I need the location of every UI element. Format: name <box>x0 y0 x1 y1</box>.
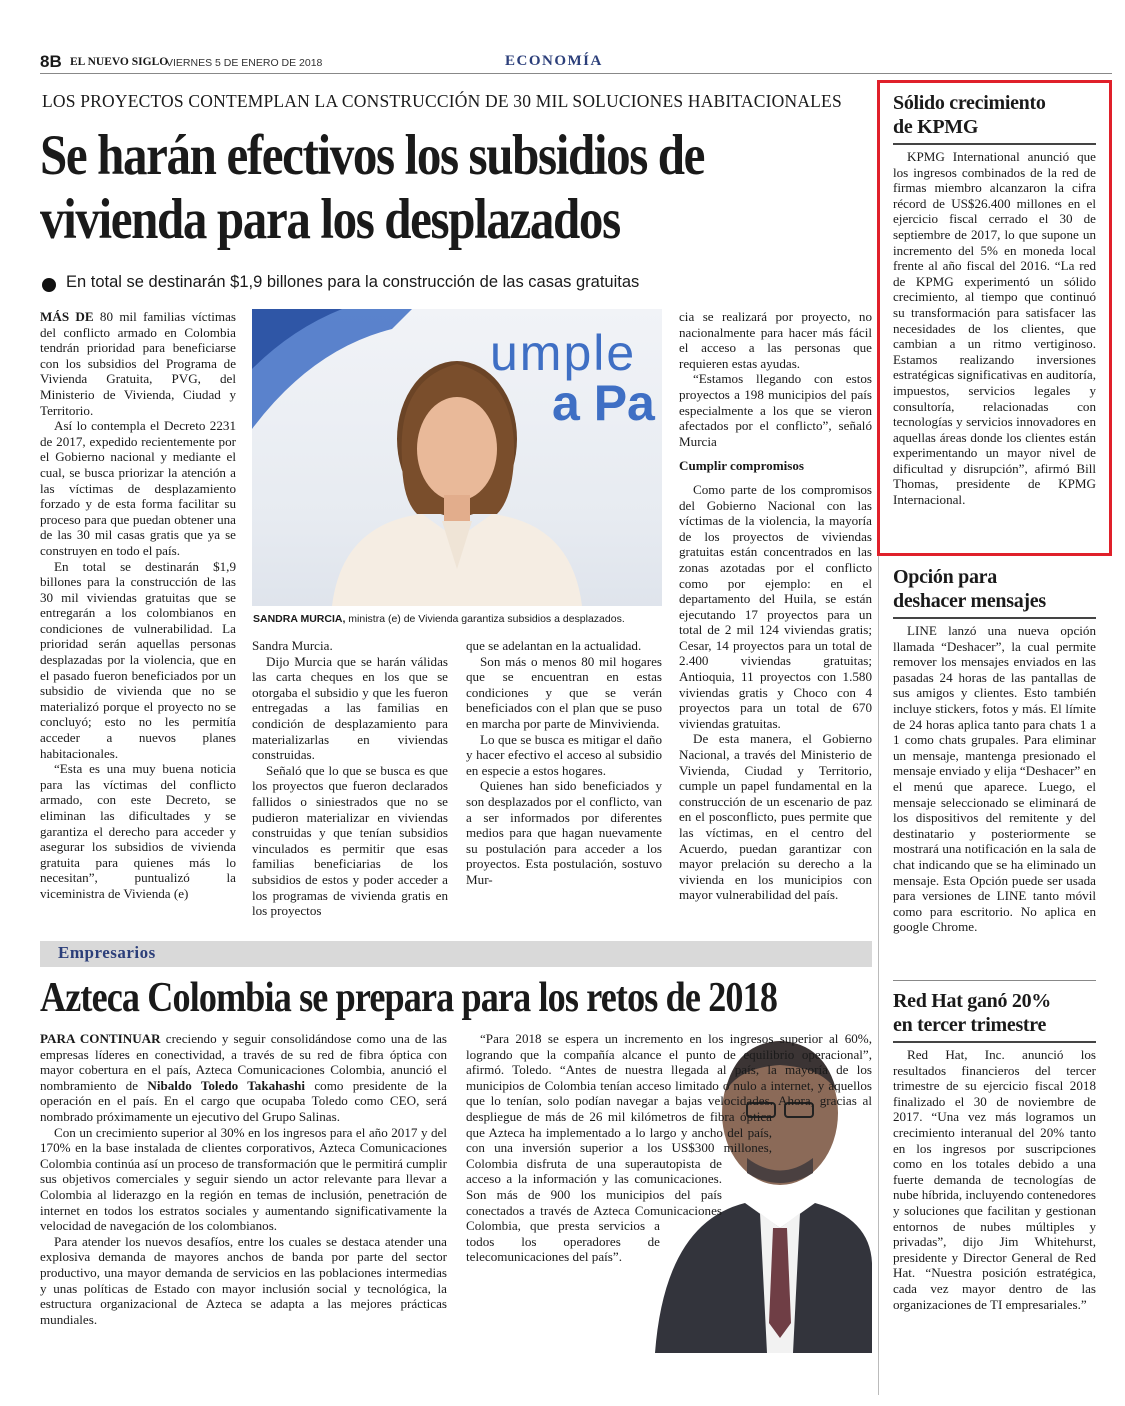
lead-in: PARA CONTINUAR <box>40 1031 161 1046</box>
deck-bullet-icon <box>42 278 56 292</box>
second-column-1 <box>40 1031 447 1351</box>
headline-line-2: vivienda para los desplazados <box>40 188 620 251</box>
text-wrap-spacer <box>660 1231 872 1351</box>
line-text <box>893 623 1096 975</box>
section-label: Empresarios <box>58 943 156 962</box>
main-column-4 <box>679 309 872 939</box>
redhat-title-rule <box>893 1041 1096 1043</box>
paragraph: Son más o menos 80 mil hogares que se encuentran en estas condiciones y que se verán beneficiados con el plan que se puso en marcha por parte de Minvivienda. <box>466 653 662 731</box>
kpmg-title-line-2: de KPMG <box>893 116 979 138</box>
second-headline: Azteca Colombia se prepara para los retos de 2018 <box>40 975 778 1021</box>
deck: En total se destinarán $1,9 billones para la construcción de las casas gratuitas <box>66 273 640 291</box>
redhat-title-line-2: en tercer trimestre <box>893 1014 1047 1036</box>
paragraph: Así lo contempla el Decreto 2231 de 2017, expedido recientemente por el Gobierno nacional y mediante el cual, se busca priorizar la atención a las víctimas de desplazamiento forzado y de esta forma facilitar su proceso para que puedan obtener una de las 30 mil casas gratis que ya se construyen en todo el país. <box>40 418 236 558</box>
photo-caption <box>253 613 625 625</box>
text-wrap-spacer <box>772 1111 872 1161</box>
redhat-text <box>893 1047 1096 1392</box>
paragraph: 80 mil familias víctimas del conflicto armado en Colombia tendrán prioridad para beneficiarse con los subsidios del Programa de Vivienda Gratuita, PVG, del Ministerio de Vivienda, Ciudad y Territorio. <box>40 309 236 418</box>
paragraph: Lo que se busca es mitigar el daño y hacer efectivo el acceso al subsidio en especie a estos hogares. <box>466 731 662 778</box>
paragraph: En total se destinarán $1,9 billones para la construcción de las 30 mil viviendas gratuitas que se entregarán a los colombianos en condiciones de vulnerabilidad. La prioridad serán aquellas personas desplazadas por la violencia, que en el pasado fueron beneficiados por un subsidio de vivienda que no se materializó porque el proyecto no se concluyó; esto no les permitía acceder a nuevos planes habitacionales. <box>40 558 236 761</box>
second-column-2 <box>466 1031 872 1351</box>
paragraph: Sandra Murcia. <box>252 638 333 653</box>
paragraph: Con un crecimiento superior al 30% en los ingresos para el año 2017 y del 170% en la base instalada de clientes corporativos, Azteca Comunicaciones Colombia continúa así un proceso de transformación que le permitirá cumplir sus objetivos comerciales y seguir siendo un actor relevante para llevar a Colombia al liderazgo en la región en temas de inclusión, penetración de internet en todos los estratos sociales y aumentando significativamente la velocidad de navegación de los colombianos. <box>40 1124 447 1234</box>
banner-text-bottom: a Pa <box>552 375 655 431</box>
paragraph: Como parte de los compromisos del Gobierno Nacional con las víctimas de la violencia, la mayoría de los proyectos de viviendas gratuitas están concentrados en las zonas azotadas por el conflicto como por ejemplo: en el departamento del Huila, se están ejecutando 17 proyectos para un total de 2 mil 124 viviendas gratis; Cesar, 14 proyectos para un total de 2.400 viviendas gratuitas; Antioquia, 11 proyectos con 1.580 viviendas gratis y Choco con 4 proyectos para un total de 670 viviendas gratuitas. <box>679 481 872 731</box>
photo-sandra-murcia <box>252 309 662 606</box>
paragraph: Para atender los nuevos desafíos, entre los cuales se destaca atender una explosiva demanda de mayores anchos de banda por parte del sector productivo, una mayor demanda de servicios en las poblaciones intermedias y unas políticas de Estado con mayor inclusión social y tecnológica, la estructura organizacional de Azteca se adapta a las mejores prácticas mundiales. <box>40 1233 447 1327</box>
sidebar-separator <box>893 980 1096 981</box>
kpmg-title-line-1: Sólido crecimiento <box>893 92 1046 114</box>
paragraph: “Esta es una muy buena noticia para las víctimas del conflicto armado, con este Decreto, se eliminan las dificultades y se garantiza el derecho para acceder y asegurar los subsidios de vivienda gratuita para quienes más lo necesitan”, puntualizó la viceministra de Vivienda (e) <box>40 761 236 901</box>
section-band <box>40 941 872 967</box>
paragraph: Red Hat, Inc. anunció los resultados financieros del tercer trimestre de su ejercicio fiscal 2018 finalizado el 30 de noviembre de 2017. “Una vez más logramos un crecimiento interanual del 20% tanto en los ingresos por suscripciones como en los totales debido a una fuerte demanda de tecnologías de nube híbrida, incluyendo contenedores y soluciones que facilitan y gestionan entornos de nubes múltiples y privadas”, dijo Jim Whitehurst, presidente y Director General de Red Hat. “Nuestra posición estratégica, cada vez mayor dentro de las organizaciones de TI empresariales.” <box>893 1047 1096 1312</box>
kicker: LOS PROYECTOS CONTEMPLAN LA CONSTRUCCIÓN DE 30 MIL SOLUCIONES HABITACIONALES <box>42 91 842 111</box>
main-column-3 <box>466 638 662 938</box>
main-column-1 <box>40 309 236 939</box>
headline <box>40 124 754 252</box>
paragraph: De esta manera, el Gobierno Nacional, a través del Ministerio de Vivienda, Ciudad y Territorio, cumple un papel fundamental en la construcción de un escenario de paz en el posconflicto, pues permite que las víctimas, en el centro del Acuerdo, puedan garantizar con mayor prelación su derecho a la vivienda en los municipios con mayor vulnerabilidad del país. <box>679 731 872 903</box>
paragraph-end: como presidente de la operación en el país. En el cargo que ocupaba Toledo como CEO, será nombrado próximamente un ejecutivo del Grupo Salinas. <box>40 1077 447 1124</box>
section-title: ECONOMÍA <box>505 53 603 69</box>
paragraph: LINE lanzó una nueva opción llamada “Deshacer”, la cual permite remover los mensajes enviados en las pasadas 24 horas de las pantallas de sus amigos y clientes. Esto también incluye stickers, fotos y más. El límite de 24 horas aplica tanto para chats 1 a 1 como chats grupales. Para eliminar un mensaje, mantenga presionado el mensaje enviado y elija “Deshacer” en el menú que aparece. Luego, el mensaje seleccionado se eliminará de los dispositivos del remitente y del destinatario y posteriormente se mostrará una notificación en la sala de chat indicando que se ha eliminado un mensaje. Esta Opción puede ser usada para versiones de LINE tanto móvil como para escritorio. No aplica en google Chrome. <box>893 623 1096 935</box>
paragraph: cia se realizará por proyecto, no nacionalmente para hacer más fácil el acceso a las personas que requieren estas ayudas. <box>679 309 872 371</box>
page-number: 8B <box>40 52 62 71</box>
caption-name: SANDRA MURCIA, <box>253 613 346 625</box>
line-title-line-1: Opción para <box>893 566 997 588</box>
caption-text: ministra (e) de Vivienda garantiza subsidios a desplazados. <box>345 613 625 625</box>
line-title-rule <box>893 617 1096 619</box>
paragraph: creciendo y seguir consolidándose como una de las empresas líderes en conectividad, a través de su red de fibra óptica con mayor cobertura en el país, Azteca Comunicaciones Colombia, anunció el nombramiento de <box>40 1031 447 1093</box>
header-rule <box>40 73 1112 74</box>
main-column-2 <box>252 638 448 938</box>
exec-name: Nibaldo Toledo Takahashi <box>147 1077 306 1093</box>
lead-in: MÁS DE <box>40 309 94 324</box>
kpmg-text <box>893 149 1096 549</box>
line-title-line-2: deshacer mensajes <box>893 590 1046 612</box>
banner-text-top: umple <box>490 325 637 381</box>
paragraph: Quienes han sido beneficiados y son desplazados por el conflicto, van a ser informados por diferentes medios para que hagan nuevamente su postulación para acceder a los proyectos. Esta postulación, sostuvo Mur- <box>466 778 662 887</box>
paragraph: “Estamos llegando con estos proyectos a 198 municipios del país especialmente a los que se vieron afectados por el conflicto”, señaló Murcia <box>679 371 872 449</box>
line-title <box>893 565 1046 613</box>
paragraph: KPMG International anunció que los ingresos combinados de la red de firmas miembro alcanzaron la cifra récord de US$26.400 millones en el ejercicio fiscal cerrado el 30 de septiembre de 2017, lo que supone un incremento del 5% en moneda local frente al año fiscal del 2016. “La red de KPMG experimentó un sólido crecimiento, al tiempo que continuó su transformación para satisfacer las necesidades de los clientes, que cambian a un ritmo vertiginoso. Estamos realizando inversiones estratégicas significativas en auditoría, impuestos, servicios legales y consultoría, relacionadas con tecnologías y servicios innovadores en aquellas áreas donde los clientes están experimentando un mayor nivel de dificultad y disrupción”, afirmó Bill Thomas, presidente de KPMG Internacional. <box>893 149 1096 508</box>
subheading: Cumplir compromisos <box>679 458 805 474</box>
paragraph: Señaló que lo que se busca es que los proyectos que fueron declarados fallidos o siniestrados que no se pudieron materializar en viviendas construidas y que tenían subsidios vinculados es permitir que esas familias beneficiarias de los subsidios de estos y poder acceder a los programas de vivienda gratis en los proyectos <box>252 762 448 919</box>
paragraph: Dijo Murcia que se harán válidas las carta cheques en los que se otorgaba el subsidio y que les fueron entregadas a las familias en condición de desplazamiento para materializarlas en viviendas construidas. <box>252 653 448 763</box>
paper-name: EL NUEVO SIGLO <box>70 56 169 68</box>
redhat-title-line-1: Red Hat ganó 20% <box>893 990 1051 1012</box>
redhat-title <box>893 989 1051 1037</box>
kpmg-title-rule <box>893 143 1096 145</box>
text-wrap-spacer <box>722 1161 872 1231</box>
kpmg-title <box>893 91 1046 139</box>
paragraph: que se adelantan en la actualidad. <box>466 638 642 653</box>
issue-date: VIERNES 5 DE ENERO DE 2018 <box>166 57 323 69</box>
headline-line-1: Se harán efectivos los subsidios de <box>40 124 705 187</box>
paragraph: “Para 2018 se espera un incremento en los ingresos superior al 60%, logrando que la compañía alcance el punto de equilibrio operacional”, afirmó. Toledo. “Antes de nuestra llegada al país, la mayoría de los municipios de Colombia tenían acceso limitado o nulo a internet, y aquellos que lo tenían, solo podían navegar a bajas velocidades. Ahora, gracias al despliegue de más de 26 mil kilómetros de fibra óptica que Azteca ha implementado a lo largo y ancho del país, con una inversión superior a los US$300 millones, Colombia disfruta de una superautopista de acceso a la información y las comunicaciones. Son más de 900 los municipios del país conectados a través de Azteca Comunicaciones Colombia, que presta servicios a todos los operadores de telecomunicaciones del país”. <box>466 1031 872 1265</box>
